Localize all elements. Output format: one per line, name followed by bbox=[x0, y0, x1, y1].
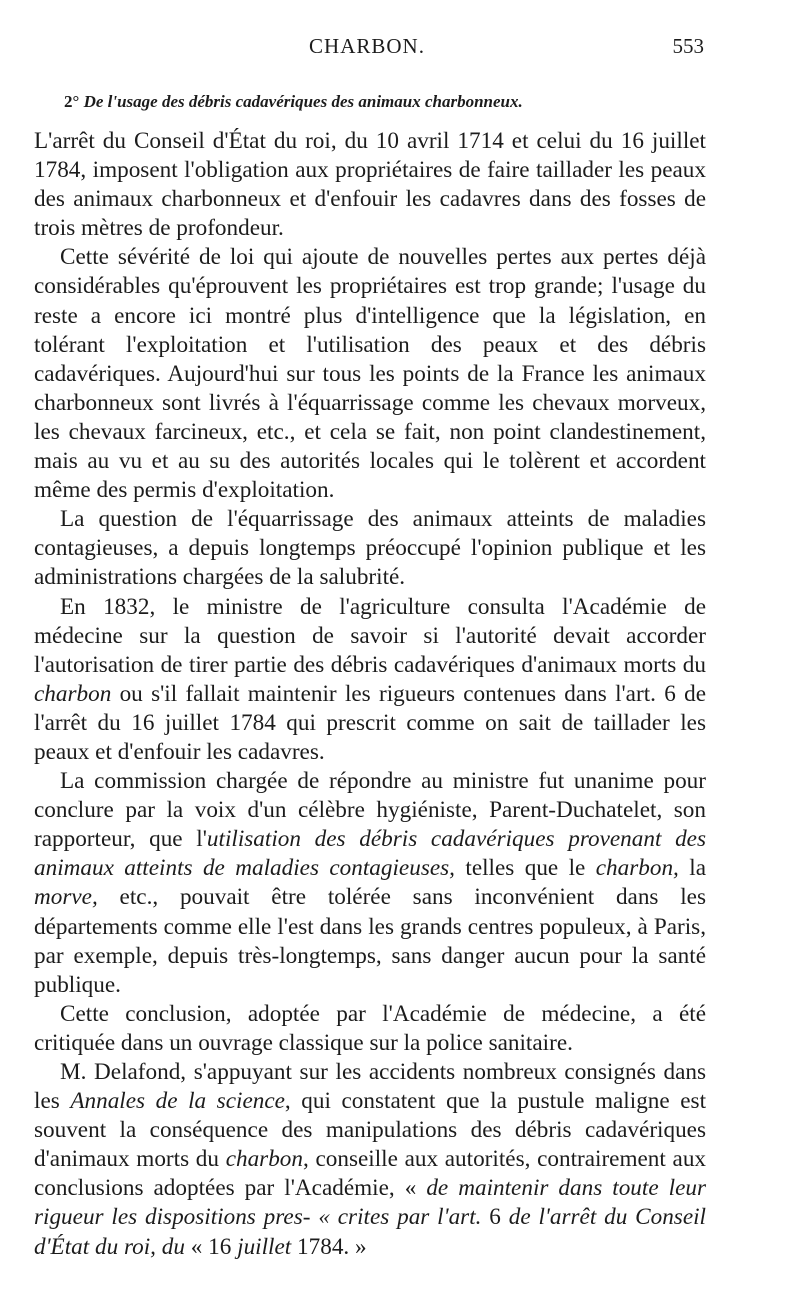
text-segment: La commission chargée de répondre au ministre fut unanime pour conclure par la voix d'un célèbre hygiéniste, Parent-Duchatelet, son rapporteur, que l' bbox=[34, 768, 706, 853]
text-segment: Cette conclusion, adoptée par l'Académie de médecine, a été critiquée dans un ouvrage classique sur la police sanitaire. bbox=[34, 1000, 706, 1056]
page-number: 553 bbox=[672, 34, 704, 58]
page-header bbox=[30, 30, 704, 60]
text-segment: La question de l'équarrissage des animaux atteints de maladies contagieuses, a depuis longtemps préoccupé l'opinion publique et les administrations chargées de la salubrité. bbox=[34, 506, 706, 591]
paragraph bbox=[34, 1058, 706, 1262]
section-title: De l'usage des débris cadavériques des animaux charbonneux. bbox=[83, 92, 523, 111]
italic-text: de l'arrêt du Conseil d'État du roi, du bbox=[34, 1204, 706, 1260]
paragraph bbox=[34, 1000, 706, 1058]
text-segment: , qui constatent que la pustule maligne est souvent la conséquence des manipulations des débris cadavériques d'animaux morts du bbox=[34, 1088, 707, 1173]
italic-text: charbon bbox=[225, 1146, 303, 1173]
italic-text: juillet bbox=[237, 1233, 292, 1260]
text-segment: « 16 bbox=[184, 1233, 238, 1260]
text-segment: L'arrêt du Conseil d'État du roi, du 10 avril 1714 et celui du 16 juillet 1784, imposent l'obligation aux propriétaires de faire taillader les peaux des animaux charbonneux et d'enfouir les cadavres dans des fosses de trois mètres de profondeur. bbox=[34, 128, 706, 242]
text-segment: telles que le bbox=[454, 855, 596, 882]
paragraph bbox=[34, 593, 706, 768]
text-segment: la bbox=[678, 855, 707, 882]
running-title: CHARBON. bbox=[309, 34, 425, 58]
italic-text: charbon, bbox=[595, 855, 679, 882]
text-segment: 1784. » bbox=[291, 1233, 367, 1260]
text-segment: 6 bbox=[481, 1204, 509, 1231]
text-segment: En 1832, le ministre de l'agriculture consulta l'Académie de médecine sur la question de savoir si l'autorité devait accorder l'autorisation de tirer partie des débris cadavériques d'animaux morts du bbox=[34, 593, 706, 678]
paragraph bbox=[34, 505, 706, 592]
text-segment: M. Delafond, s'appuyant sur les accidents nombreux consignés dans les bbox=[34, 1059, 706, 1115]
paragraph bbox=[34, 127, 706, 243]
paragraph bbox=[34, 767, 706, 1000]
italic-text: utilisation des débris cadavériques provenant des animaux atteints de maladies contagieuses, bbox=[34, 826, 706, 882]
section-number: 2° bbox=[64, 92, 80, 111]
italic-text: morve, bbox=[34, 884, 98, 911]
italic-text: de maintenir dans toute leur rigueur les dispositions pres- « crites par l'art. bbox=[34, 1175, 706, 1231]
text-segment: Cette sévérité de loi qui ajoute de nouvelles pertes aux pertes déjà considérables qu'éprouvent les propriétaires est trop grande; l'usage du reste a encore ici montré plus d'intelligence que la législation, en tolérant l'exploitation et l'utilisation des peaux et des débris cadavériques. Aujourd'hui sur tous les points de la France les animaux charbonneux sont livrés à l'équarrissage comme les chevaux morveux, les chevaux farcineux, etc., et cela se fait, non point clandestinement, mais au vu et au su des autorités locales qui le tolèrent et accordent même des permis d'exploitation. bbox=[34, 244, 706, 504]
body-text bbox=[34, 127, 706, 1262]
italic-text: Annales de la science bbox=[70, 1088, 285, 1115]
paragraph bbox=[34, 243, 706, 505]
section-heading bbox=[64, 92, 704, 112]
text-segment: etc., pouvait être tolérée sans inconvénient dans les départements comme elle l'est dans les grands centres populeux, à Paris, par exemple, depuis très-longtemps, sans danger aucun pour la santé publique. bbox=[34, 884, 706, 998]
italic-text: charbon bbox=[34, 680, 112, 707]
text-segment: ou s'il fallait maintenir les rigueurs contenues dans l'art. 6 de l'arrêt du 16 juillet 1784 qui prescrit comme on sait de taillader les peaux et d'enfouir les cadavres. bbox=[34, 680, 706, 765]
text-segment: , conseille aux autorités, contrairement aux conclusions adoptées par l'Académie, « bbox=[34, 1146, 707, 1202]
